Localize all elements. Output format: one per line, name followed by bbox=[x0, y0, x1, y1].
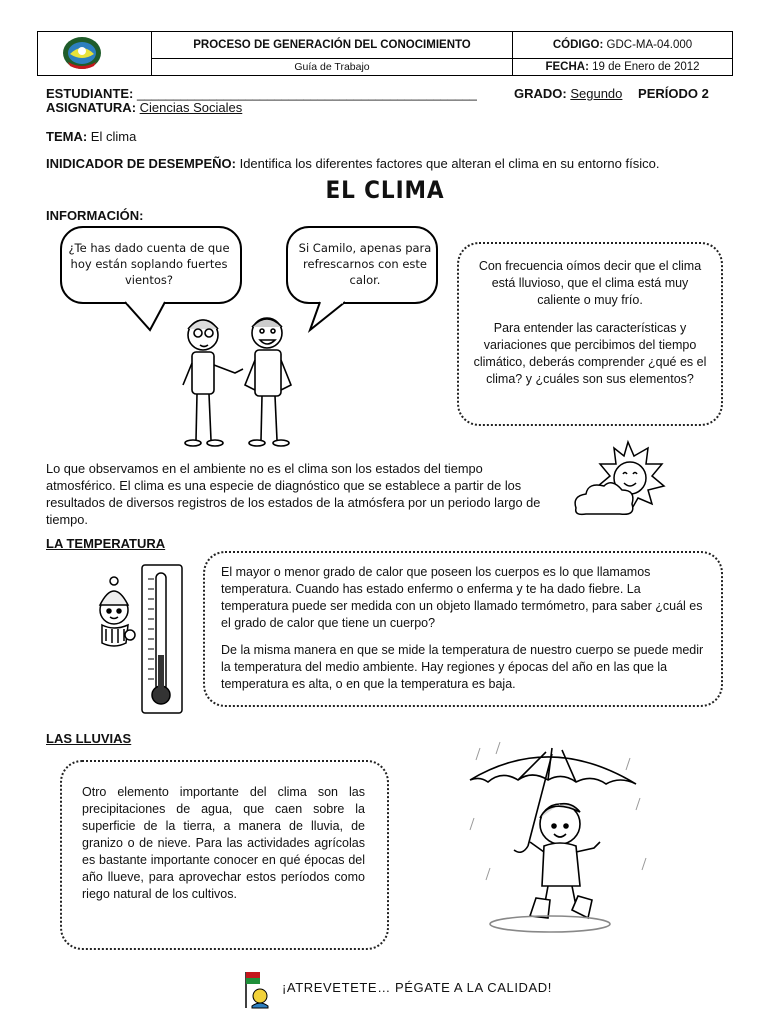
indicator-label: INIDICADOR DE DESEMPEÑO: bbox=[46, 156, 236, 171]
header-table bbox=[37, 31, 733, 76]
temperature-paragraph-1: El mayor o menor grado de calor que poseen los cuerpos es lo que llamamos temperatura. Cuando has estado enfermo o enferma y te ha dado fiebre. La temperatura puede ser medida con un objeto llamado termómetro, para saber ¿cuál es el grado de calor que tiene un cuerpo? bbox=[221, 565, 703, 630]
temperature-heading: LA TEMPERATURA bbox=[46, 536, 166, 551]
date-cell bbox=[513, 59, 732, 75]
subject-value: Ciencias Sociales bbox=[139, 100, 243, 115]
sun-cloud-icon bbox=[568, 438, 678, 523]
document-subtitle: Guía de Trabajo bbox=[152, 59, 513, 75]
intro-paragraph-1: Con frecuencia oímos decir que el clima está lluvioso, que el clima está muy caliente o muy frío. bbox=[478, 259, 702, 307]
process-title: PROCESO DE GENERACIÓN DEL CONOCIMIENTO bbox=[152, 32, 513, 59]
intro-box bbox=[457, 242, 723, 426]
footer-slogan: ¡ATREVETETE… PÉGATE A LA CALIDAD! bbox=[282, 980, 552, 995]
right-speech-bubble-text: Si Camilo, apenas para refrescarnos con este calor. bbox=[298, 241, 432, 287]
information-heading: INFORMACIÓN: bbox=[46, 208, 144, 223]
code-cell bbox=[513, 32, 732, 59]
date-label: FECHA: bbox=[545, 61, 589, 73]
grade-value: Segundo bbox=[570, 86, 623, 101]
temperature-paragraph-2: De la misma manera en que se mide la temperatura de nuestro cuerpo se puede medir la temperatura del medio ambiente. Hay regiones y épocas del año en las que la temperatura es alta, o en que la temperatura es baja. bbox=[221, 643, 704, 691]
left-speech-bubble-text: ¿Te has dado cuenta de que hoy están soplando fuertes vientos? bbox=[68, 241, 230, 287]
climate-definition: Lo que observamos en el ambiente no es el clima son los estados del tiempo atmosférico. El clima es una especie de diagnóstico que se establece a partir de los resultados de diversos registros de los estados de la atmósfera por un periodo largo de tiempo. bbox=[46, 461, 541, 527]
temperature-box bbox=[203, 551, 723, 707]
indicator-row bbox=[46, 156, 659, 171]
topic-label: TEMA: bbox=[46, 129, 88, 144]
subject-row bbox=[46, 100, 242, 115]
subject-label: ASIGNATURA: bbox=[46, 100, 137, 115]
indicator-value: Identifica los diferentes factores que alteran el clima en su entorno físico. bbox=[239, 156, 660, 171]
period-label: PERÍODO 2 bbox=[638, 86, 709, 101]
rain-heading: LAS LLUVIAS bbox=[46, 731, 132, 746]
code-value: GDC-MA-04.000 bbox=[606, 39, 693, 51]
intro-paragraph-2: Para entender las características y variaciones que percibimos del tiempo climático, deberás comprender ¿qué es el clima? y ¿cuáles son sus elementos? bbox=[473, 321, 707, 386]
rain-box bbox=[60, 760, 389, 950]
institution-logo-cell bbox=[38, 32, 152, 75]
topic-row bbox=[46, 129, 136, 144]
grade-label: GRADO: bbox=[514, 86, 567, 101]
rain-paragraph: Otro elemento importante del clima son las precipitaciones de agua, que caen sobre la superficie de la tierra, a manera de lluvia, de granizo o de nieve. Para las actividades agrícolas es bastante importante conocer en qué épocas del año llueve, para aprovechar estos períodos como riego natural de los cultivos. bbox=[82, 785, 365, 901]
thermometer-illustration bbox=[92, 555, 192, 715]
topic-value: El clima bbox=[90, 129, 137, 144]
code-label: CÓDIGO: bbox=[552, 39, 604, 51]
page-title: EL CLIMA bbox=[325, 176, 445, 204]
date-value: 19 de Enero de 2012 bbox=[592, 61, 700, 73]
mascot-flag-icon bbox=[238, 968, 278, 1010]
kid-with-umbrella-illustration bbox=[460, 738, 660, 948]
institution-logo-icon bbox=[38, 32, 151, 75]
student-name-line: _______________________________________________ bbox=[137, 86, 477, 101]
student-label: ESTUDIANTE: bbox=[46, 86, 134, 101]
grade-row bbox=[514, 86, 709, 101]
student-row bbox=[46, 86, 477, 101]
